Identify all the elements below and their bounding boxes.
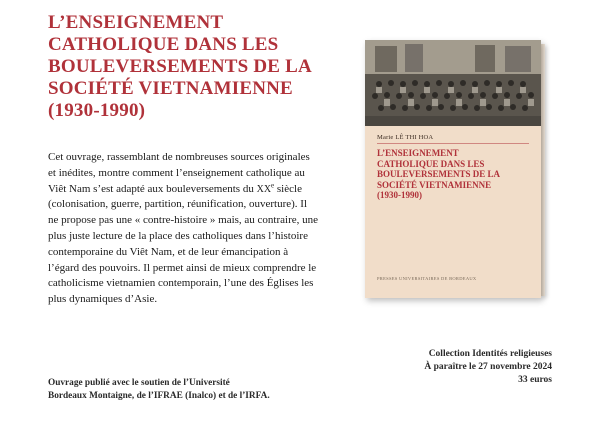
book-cover-image — [365, 40, 545, 300]
publication-info — [322, 348, 552, 386]
support-note: Ouvrage publié avec le soutien de l’Université Bordeaux Montaigne, de l’IFRAE (Inalco) et de l’IRFA. — [48, 378, 270, 401]
century-superscript: e — [271, 180, 275, 189]
description-text-start: Cet ouvrage, rassemblant de nombreuses sources originales et inédites, montre comment l’enseignement catholique au Viêt Nam s’est adapté aux bouleversements du — [48, 151, 310, 195]
century-roman: XX — [256, 183, 272, 195]
book-description — [48, 150, 320, 308]
cover-divider — [377, 143, 529, 144]
description-text-end: siècle (colonisation, guerre, partition, réunification, ouverture). Il ne propose pas une « contre-histoire » mais, au contraire, une plus juste lecture de la place des catholiques dans l’histoire contemporaine du Viêt Nam, et de leur émancipation à l’égard des pouvoirs. Il permet ainsi de mieux comprendre le catholicisme vietnamien contemporain, l’une des Églises les plus dynamiques d’Asie. — [48, 182, 319, 306]
cover-publisher: PRESSES UNIVERSITAIRES DE BORDEAUX — [377, 276, 477, 281]
page-title: L’ENSEIGNEMENT CATHOLIQUE DANS LES BOULEVERSEMENTS DE LA SOCIÉTÉ VIETNAMIENNE (1930-1990) — [48, 12, 312, 121]
price: 33 euros — [518, 374, 552, 385]
release-date: À paraître le 27 novembre 2024 — [424, 361, 552, 372]
group-photo-illustration — [365, 40, 541, 126]
book-cover — [365, 40, 541, 298]
collection-label: Collection Identités religieuses — [428, 349, 552, 359]
cover-title: L’ENSEIGNEMENT CATHOLIQUE DANS LES BOULEVERSEMENTS DE LA SOCIÉTÉ VIETNAMIENNE (1930-1990) — [377, 148, 501, 200]
cover-author: Marie LÊ THI HOA — [377, 134, 434, 141]
cover-photograph — [365, 40, 541, 126]
